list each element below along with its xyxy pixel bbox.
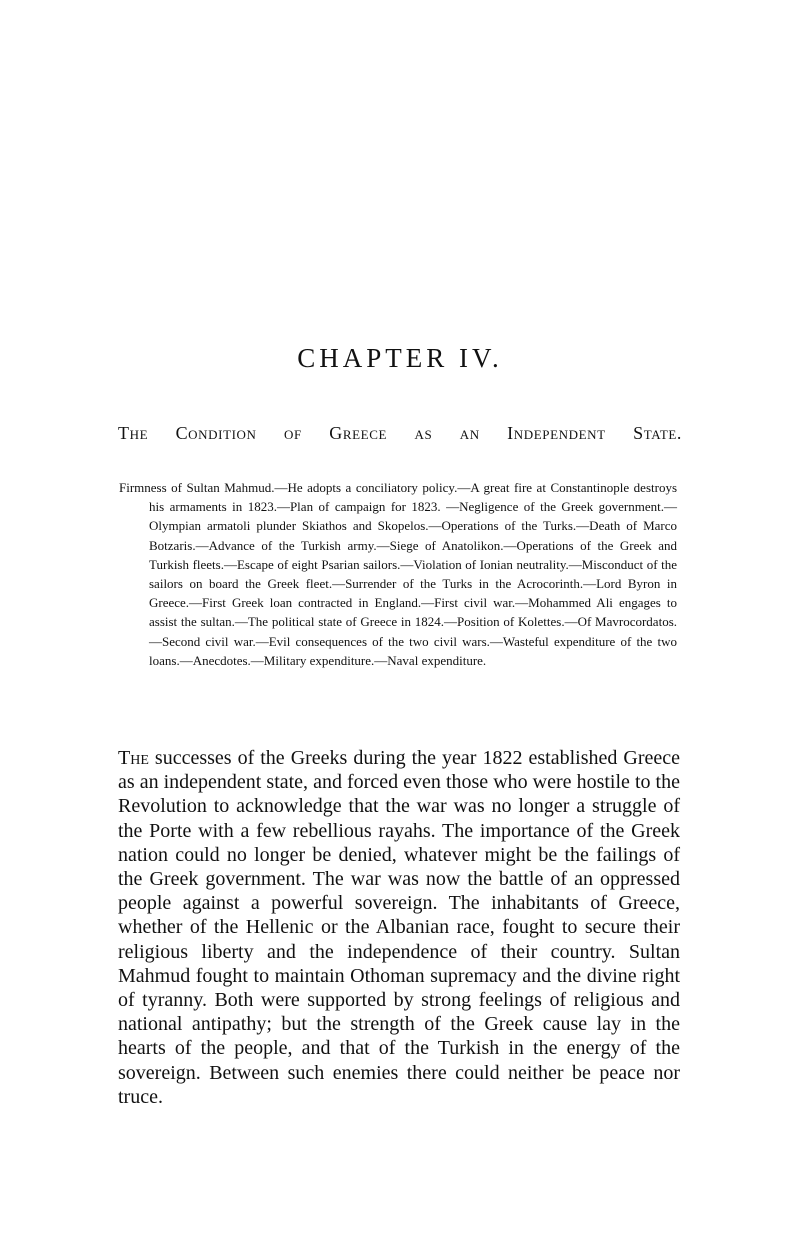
lead-word: The	[118, 747, 149, 769]
paragraph-text: successes of the Greeks during the year 1822 established Greece as an independent state, and forced even those who were hostile to the Revolution to acknowledge that the war was no longer a struggle of the Porte with a few rebellious rayahs. The importance of the Greek nation could no longer be denied, whatever might be the failings of the Greek government. The war was now the battle of an oppressed people against a powerful sovereign. The inhabitants of Greece, whether of the Hellenic or the Albanian race, fought to secure their religious liberty and the independence of their country. Sultan Mahmud fought to maintain Othoman supremacy and the divine right of tyranny. Both were supported by strong feelings of religious and national antipathy; but the strength of the Greek cause lay in the hearts of the people, and that of the Turkish in the energy of the sovereign. Between such enemies there could neither be peace nor truce.	[118, 747, 680, 1108]
chapter-title: The Condition of Greece as an Independent State.	[118, 423, 682, 443]
chapter-synopsis: Firmness of Sultan Mahmud.—He adopts a conciliatory policy.—A great fire at Constantinople destroys his armaments in 1823.—Plan of campaign for 1823. —Negligence of the Greek government.—Olympian armatoli plunder Skiathos and Skopelos.—Operations of the Turks.—Death of Marco Botzaris.—Advance of the Turkish army.—Siege of Anatolikon.—Operations of the Greek and Turkish fleets.—Escape of eight Psarian sailors.—Violation of Ionian neutrality.—Misconduct of the sailors on board the Greek fleet.—Surrender of the Turks in the Acrocorinth.—Lord Byron in Greece.—First Greek loan contracted in England.—First civil war.—Mohammed Ali engages to assist the sultan.—The political state of Greece in 1824.—Position of Kolettes.—Of Mavrocordatos.—Second civil war.—Evil consequences of the two civil wars.—Wasteful expenditure of the two loans.—Anecdotes.—Military expenditure.—Naval expenditure.	[119, 480, 677, 668]
chapter-heading: CHAPTER IV.	[297, 343, 503, 373]
body-paragraph	[118, 746, 680, 1109]
